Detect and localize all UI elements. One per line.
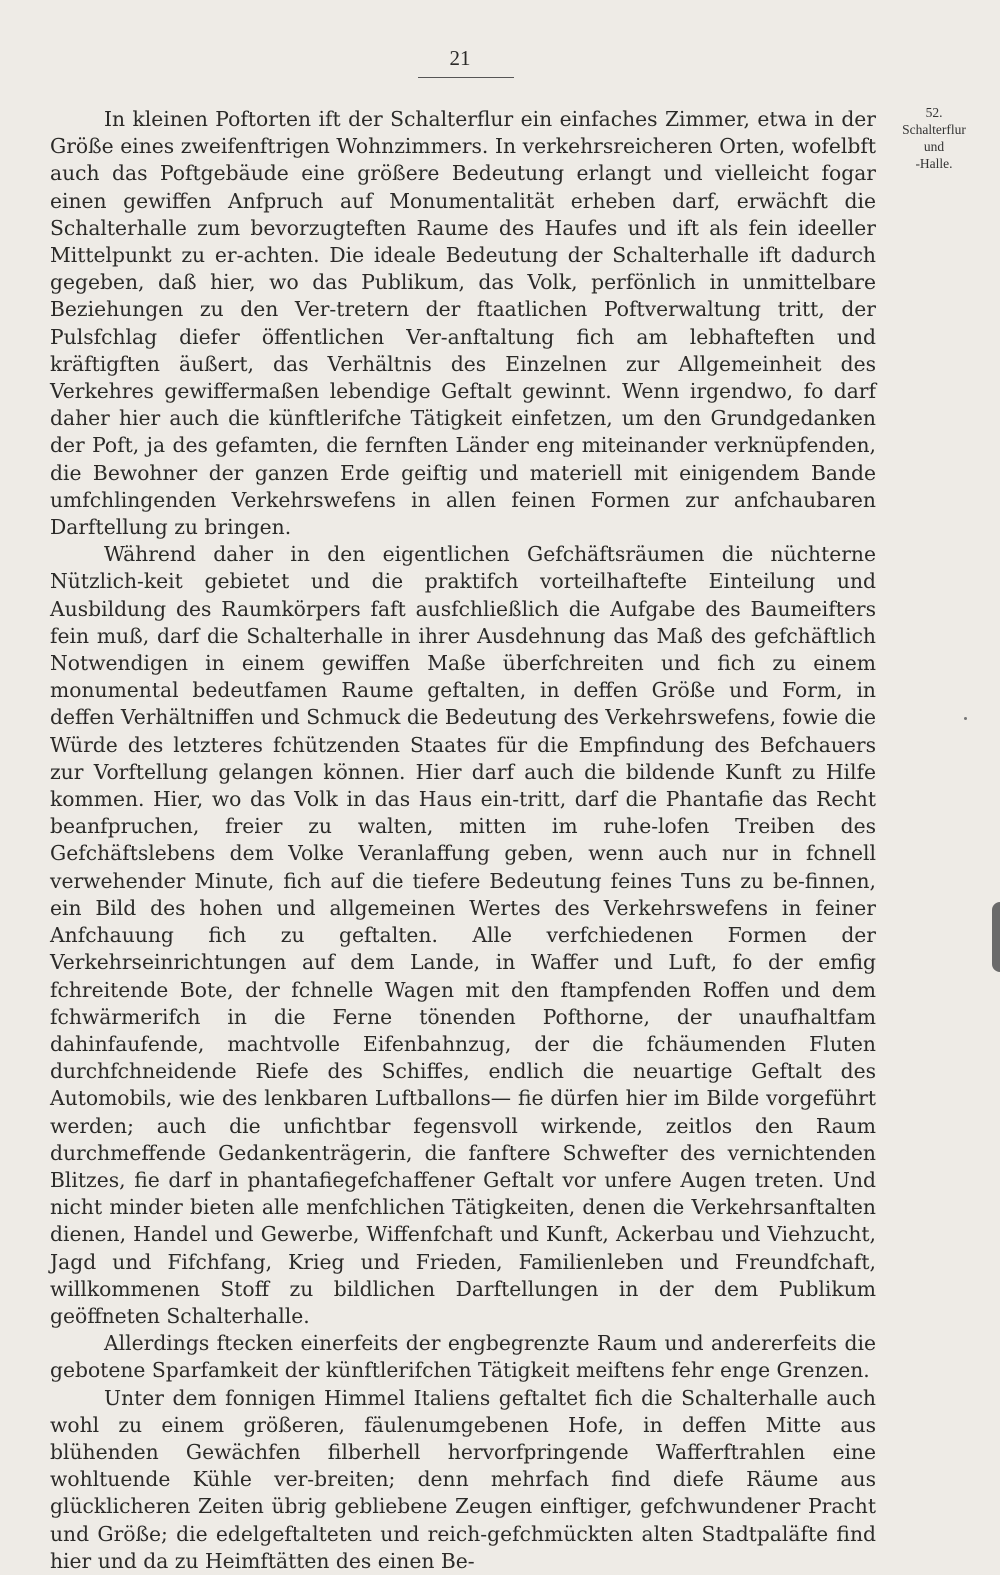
- paragraph-4: Unter dem fonnigen Himmel Italiens geftaltet fich die Schalterhalle auch wohl zu einem größeren, fäulenumgebenen Hofe, in deffen Mitte aus blühenden Gewächfen filberhell hervorfpringende Wafferftrahlen eine wohltuende Kühle ver-breiten; denn mehrfach find diefe Räume aus glücklicheren Zeiten übrig gebliebene Zeugen einftiger, gefchwundener Pracht und Größe; die edelgeftalteten und reich-gefchmückten alten Stadtpaläfte find hier und da zu Heimftätten des einen Be-: [50, 1385, 876, 1573]
- paragraph-2: Während daher in den eigentlichen Gefchäftsräumen die nüchterne Nützlich-keit gebietet und die praktifch vorteilhaftefte Einteilung und Ausbildung des Raumkörpers faft ausfchließlich die Aufgabe des Baumeifters fein muß, darf die Schalterhalle in ihrer Ausdehnung das Maß des gefchäftlich Notwendigen in einem gewiffen Maße überfchreiten und fich zu einem monumental bedeutfamen Raume geftalten, in deffen Größe und Form, in deffen Verhältniffen und Schmuck die Bedeutung des Verkehrswefens, fowie die Würde des letzteres fchützenden Staates für die Empfindung des Befchauers zur Vorftellung gelangen können. Hier darf auch die bildende Kunft zu Hilfe kommen. Hier, wo das Volk in das Haus ein-tritt, darf die Phantafie das Recht beanfpruchen, freier zu walten, mitten im ruhe-lofen Treiben des Gefchäftslebens dem Volke Veranlaffung geben, wenn auch nur in fchnell verwehender Minute, fich auf die tiefere Bedeutung feines Tuns zu be-finnen, ein Bild des hohen und allgemeinen Wertes des Verkehrswefens in feiner Anfchauung fich zu geftalten. Alle verfchiedenen Formen der Verkehrseinrichtungen auf dem Lande, in Waffer und Luft, fo der emfig fchreitende Bote, der fchnelle Wagen mit den ftampfenden Roffen und dem fchwärmerifch in die Ferne tönenden Pofthorne, der unaufhaltfam dahinfaufende, machtvolle Eifenbahnzug, der die fchäumenden Fluten durchfchneidende Riefe des Schiffes, endlich die neuartige Geftalt des Automobils, wie des lenkbaren Luftballons— fie dürfen hier im Bilde vorgeführt werden; auch die unfichtbar fegensvoll wirkende, zeitlos den Raum durchmeffende Gedankenträgerin, die fanftere Schwefter des vernichtenden Blitzes, fie darf in phantafiegefchaffener Geftalt vor unfere Augen treten. Und nicht minder bieten alle menfchlichen Tätigkeiten, denen die Verkehrsanftalten dienen, Handel und Gewerbe, Wiffenfchaft und Kunft, Ackerbau und Viehzucht, Jagd und Fifchfang, Krieg und Frieden, Familienleben und Freundfchaft, willkommenen Stoff zu bildlichen Darftellungen in der dem Publikum geöffneten Schalterhalle.: [50, 542, 876, 1328]
- page-number: 21: [449, 46, 471, 70]
- body-text: [50, 106, 876, 1575]
- margin-note-line-3: -Halle.: [915, 156, 953, 171]
- paragraph-3: Allerdings ftecken einerfeits der engbegrenzte Raum und andererfeits die gebotene Sparfamkeit der künftlerifchen Tätigkeit meiftens fehr enge Grenzen.: [50, 1331, 876, 1383]
- scan-speck: [964, 717, 967, 720]
- margin-note-line-1: Schalterflur: [902, 122, 966, 137]
- paragraph-1: In kleinen Poftorten ift der Schalterflur ein einfaches Zimmer, etwa in der Größe eines zweifenftrigen Wohnzimmers. In verkehrsreicheren Orten, wofelbft auch das Poftgebäude eine größere Bedeutung erlangt und vielleicht fogar einen gewiffen Anfpruch auf Monumentalität erheben darf, erwächft die Schalterhalle zum bevorzugteften Raume des Haufes und ift als fein ideeller Mittelpunkt zu er-achten. Die ideale Bedeutung der Schalterhalle ift dadurch gegeben, daß hier, wo das Publikum, das Volk, perfönlich in unmittelbare Beziehungen zu den Ver-tretern der ftaatlichen Poftverwaltung tritt, der Pulsfchlag diefer öffentlichen Ver-anftaltung fich am lebhafteften und kräftigften äußert, das Verhältnis des Einzelnen zur Allgemeinheit des Verkehres gewiffermaßen lebendige Geftalt gewinnt. Wenn irgendwo, fo darf daher hier auch die künftlerifche Tätigkeit einfetzen, um den Grundgedanken der Poft, ja des gefamten, die fernften Länder eng miteinander verknüpfenden, die Bewohner der ganzen Erde geiftig und materiell mit einigendem Bande umfchlingenden Verkehrswefens in allen feinen Formen zur anfchaubaren Darftellung zu bringen.: [50, 107, 876, 540]
- page-edge-mark: [992, 902, 1000, 972]
- page-number-rule: [418, 77, 514, 78]
- margin-note-line-2: und: [923, 139, 945, 154]
- margin-note-number: 52.: [925, 105, 943, 120]
- margin-note: [884, 104, 984, 172]
